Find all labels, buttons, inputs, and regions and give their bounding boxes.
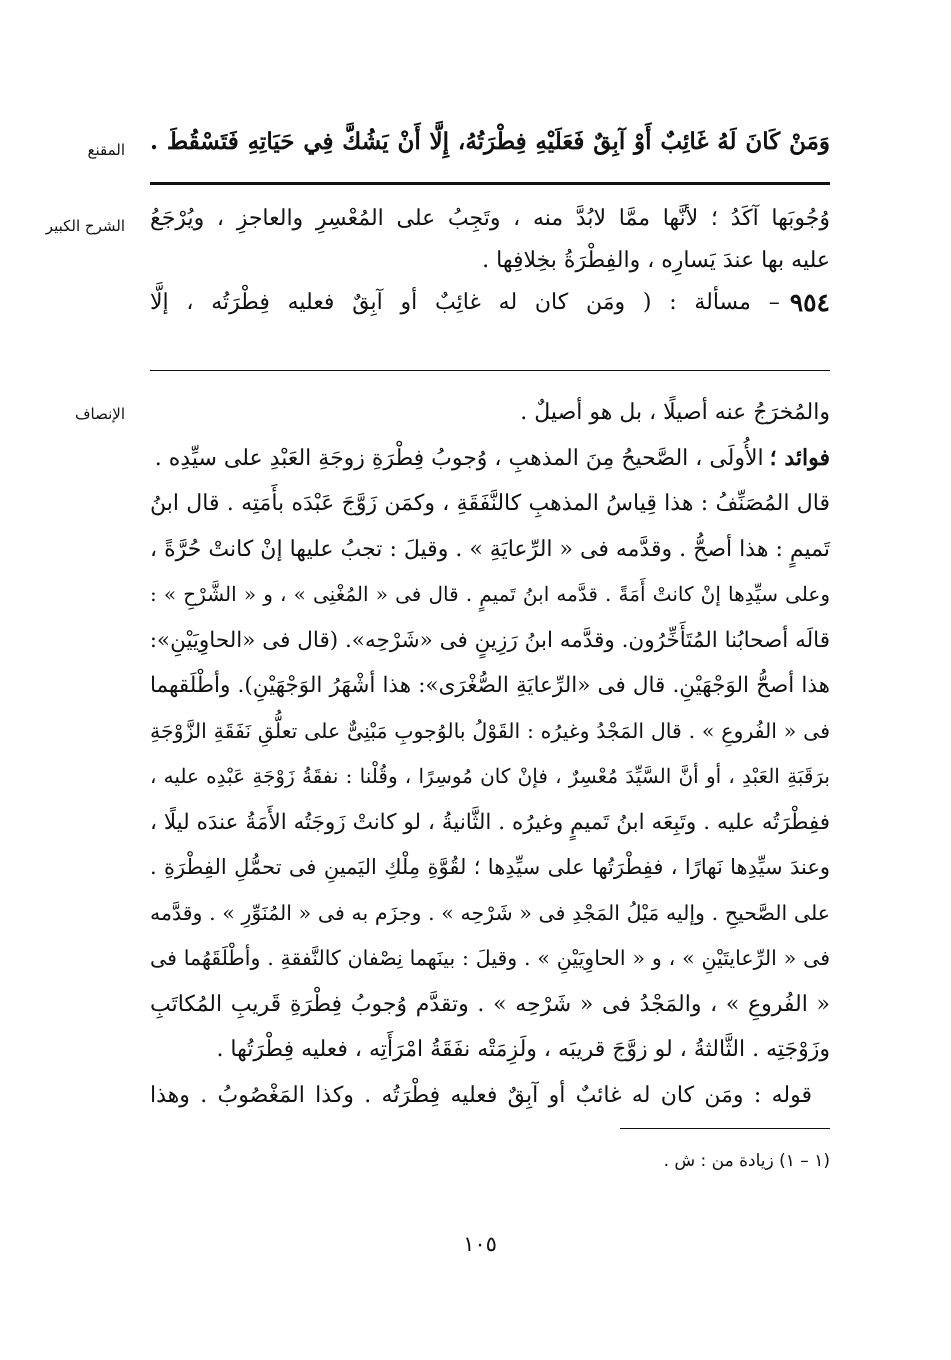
insaf-line-4: تَميمٍ : هذا أصحُّ . وقدَّمه فى « الرِّعايَةِ » . وقيلَ : تجبُ عليها إنْ كانتْ حُرَّةً ، (150, 536, 830, 562)
insaf-line-16: قوله : ومَن كان له غائبٌ أو آبِقٌ فعليه فِطْرَتُه . وكذا المَغْصُوبُ . وهذا (150, 1082, 812, 1108)
insaf-line-8: فى « الفُروعِ » . قال المَجْدُ وغيرُه : القَوْلُ بالوُجوبِ مَبْنِىٌّ على تعلُّقِ نَفَقَةِ الزَّوْجَةِ (150, 718, 830, 743)
insaf-line-5: وعلى سيِّدِها إنْ كانتْ أَمَةً . قدَّمه ابنُ تَميمٍ . قال فى « المُغْنِى » ، و « الشَّرْحِ » : (150, 582, 830, 606)
fawaid-label: فوائد ؛ (769, 444, 830, 471)
insaf-text (150, 390, 830, 1118)
label-muqni: المقنع (87, 141, 125, 159)
muqni-line: وَمَنْ كَانَ لَهُ غَائِبٌ أَوْ آبِقٌ فَعَلَيْهِ فِطْرَتُهُ، إِلَّا أَنْ يَشُكَّ فِي حَيَاتِهِ فَتَسْقُطَ . (150, 128, 830, 155)
insaf-line-2-text: الأُولَى ، الصَّحيحُ مِنَ المذهبِ ، وُجوبُ فِطْرَةِ زوجَةِ العَبْدِ على سيِّدِه . (154, 445, 764, 471)
insaf-line-7: هذا أصحُّ الوَجْهَيْنِ. قال فى «الرِّعايَةِ الصُّغْرَى»: هذا أشْهَرُ الوَجْهَيْنِ). وأطْلَقهما (150, 673, 830, 698)
insaf-line-1: والمُخرَجُ عنه أصيلًا ، بل هو أصيلٌ . (520, 400, 830, 425)
insaf-line-11: وعندَ سيِّدِها نَهارًا ، ففِطْرَتُها على سيِّدِها ؛ لقُوَّةِ مِلْكِ اليَمينِ فى تحمُّلِ الفِطْرَةِ . (150, 855, 830, 879)
page-number: ١٠٥ (463, 1232, 497, 1256)
insaf-line-9: برَقَبَةِ العَبْدِ ، أو أنَّ السَّيِّدَ مُعْسِرٌ ، فإنْ كان مُوسِرًا ، وقُلْنا : نفقَةُ زَوْجَةِ عَبْدِه عليه ، (150, 764, 830, 788)
section-divider-thin (150, 370, 830, 371)
section-divider-thick (150, 182, 830, 185)
issue-number: ٩٥٤ (789, 288, 830, 317)
insaf-line-13: فى « الرِّعايتَيْنِ » ، و « الحاوِيَيْنِ » . وقيلَ : بينَهما نِصْفان كالنَّفقةِ . وأطْلَقَهُما فى (150, 946, 830, 970)
insaf-line-15: وزَوْجَتِه . الثَّالثةُ ، لو زوَّجَ قريبَه ، ولَزِمَتْه نفَقَةُ امْرَأَتِه ، فعليه فِطْرَتُها . (216, 1037, 830, 1062)
insaf-line-3: قال المُصَنِّفُ : هذا قِياسُ المذهبِ كالنَّفَقَةِ ، وكمَن زَوَّجَ عَبْدَه بأَمَتِه . قال ابنُ (150, 491, 830, 516)
sharh-text (150, 198, 830, 324)
sharh-line-3 (150, 282, 830, 324)
label-insaf: الإنصاف (74, 405, 125, 423)
footnote: (١ – ١) زيادة من : ش . (663, 1151, 830, 1171)
insaf-line-10: ففِطْرَتُه عليه . وتَبِعَه ابنُ تَميمٍ وغيرُه . الثَّانيةُ ، لو كانتْ زَوجَتُه الأَمَةُ عندَه ليلًا ، (150, 809, 830, 835)
sharh-line-2: عليه بها عندَ يَسارِه ، والفِطْرَةُ بخِلافِها . (482, 248, 830, 273)
footnote-divider (620, 1128, 830, 1129)
insaf-line-6: قالَه أصحابُنا المُتَأَخِّرُون. وقدَّمه ابنُ رَزِينٍ فى «شَرْحِه». (قال فى «الحاوِيَيْنِ»: (149, 627, 830, 653)
insaf-line-12: على الصَّحيحِ . وإليه مَيْلُ المَجْدِ فى « شَرْحِه » . وجزَم به فى « المُنَوِّرِ » . وقدَّمه (150, 900, 830, 925)
muqni-text (150, 112, 830, 172)
sharh-line-1: وُجُوبَها آكَدُ ؛ لأنَّها ممَّا لابُدَّ منه ، وتَجِبُ على المُعْسِرِ والعاجزِ ، ويُرْجَعُ (150, 206, 830, 231)
insaf-line-14: « الفُروعِ » ، والمَجْدُ فى « شَرْحِه » . وتقدَّم وُجوبُ فِطْرَةِ قَريبِ المُكاتَبِ (150, 991, 830, 1017)
label-sharh: الشرح الكبير (45, 217, 125, 235)
issue-text: – مسألة : ( ومَن كان له غائِبٌ أو آبِقٌ فعليه فِطْرَتُه ، إلَّا (150, 290, 780, 315)
insaf-line-2 (150, 436, 830, 482)
